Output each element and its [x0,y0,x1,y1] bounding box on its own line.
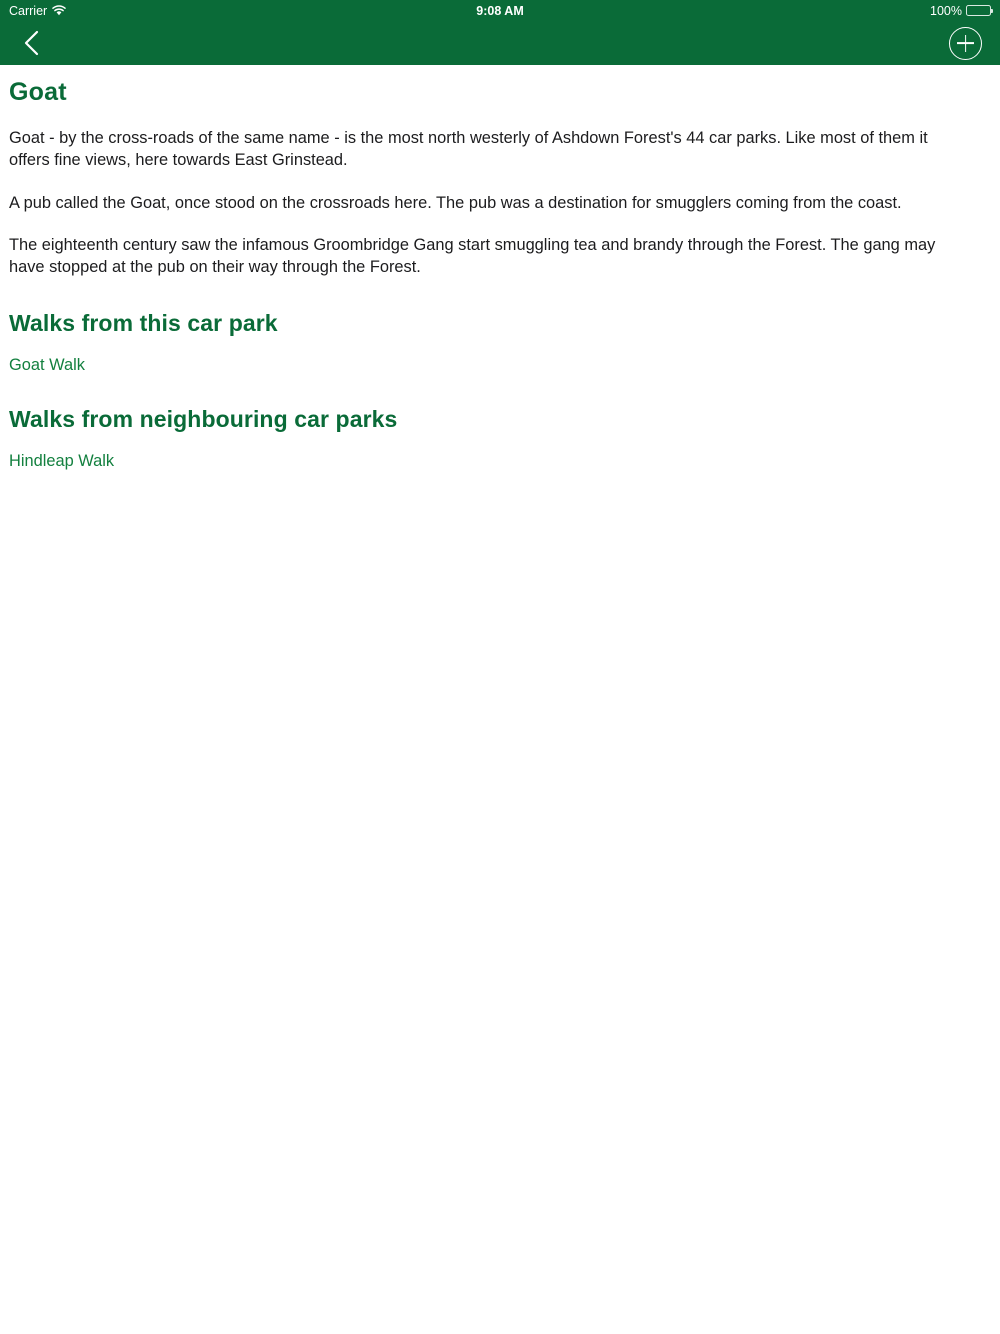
carrier-label: Carrier [9,3,48,18]
status-bar-left [9,4,66,18]
status-bar-time: 9:08 AM [476,3,524,18]
back-button[interactable] [22,27,52,59]
section-title-neighbouring-car-parks: Walks from neighbouring car parks [9,406,398,433]
status-bar-right [930,4,991,18]
paragraph-1: Goat - by the cross-roads of the same name - is the most north westerly of Ashdown Forest's 44 car parks. Like most of them it offers fine views, here towards East Grinstead. [9,129,928,169]
article-content [0,78,1000,471]
walk-link-goat-walk[interactable]: Goat Walk [9,356,85,375]
section-title-this-car-park: Walks from this car park [9,310,278,337]
add-button[interactable] [949,27,982,60]
page-title: Goat [9,78,67,106]
navigation-bar [0,21,1000,65]
status-bar [0,0,1000,21]
paragraph-2: A pub called the Goat, once stood on the crossroads here. The pub was a destination for smugglers coming from the coast. [9,193,902,212]
paragraph-3: The eighteenth century saw the infamous Groombridge Gang start smuggling tea and brandy through the Forest. The gang may have stopped at the pub on their way through the Forest. [9,236,936,277]
chevron-left-icon [22,27,42,59]
wifi-icon [52,5,66,16]
walk-link-hindleap-walk[interactable]: Hindleap Walk [9,452,115,471]
battery-icon [966,5,991,16]
battery-percent-label: 100% [930,3,962,18]
